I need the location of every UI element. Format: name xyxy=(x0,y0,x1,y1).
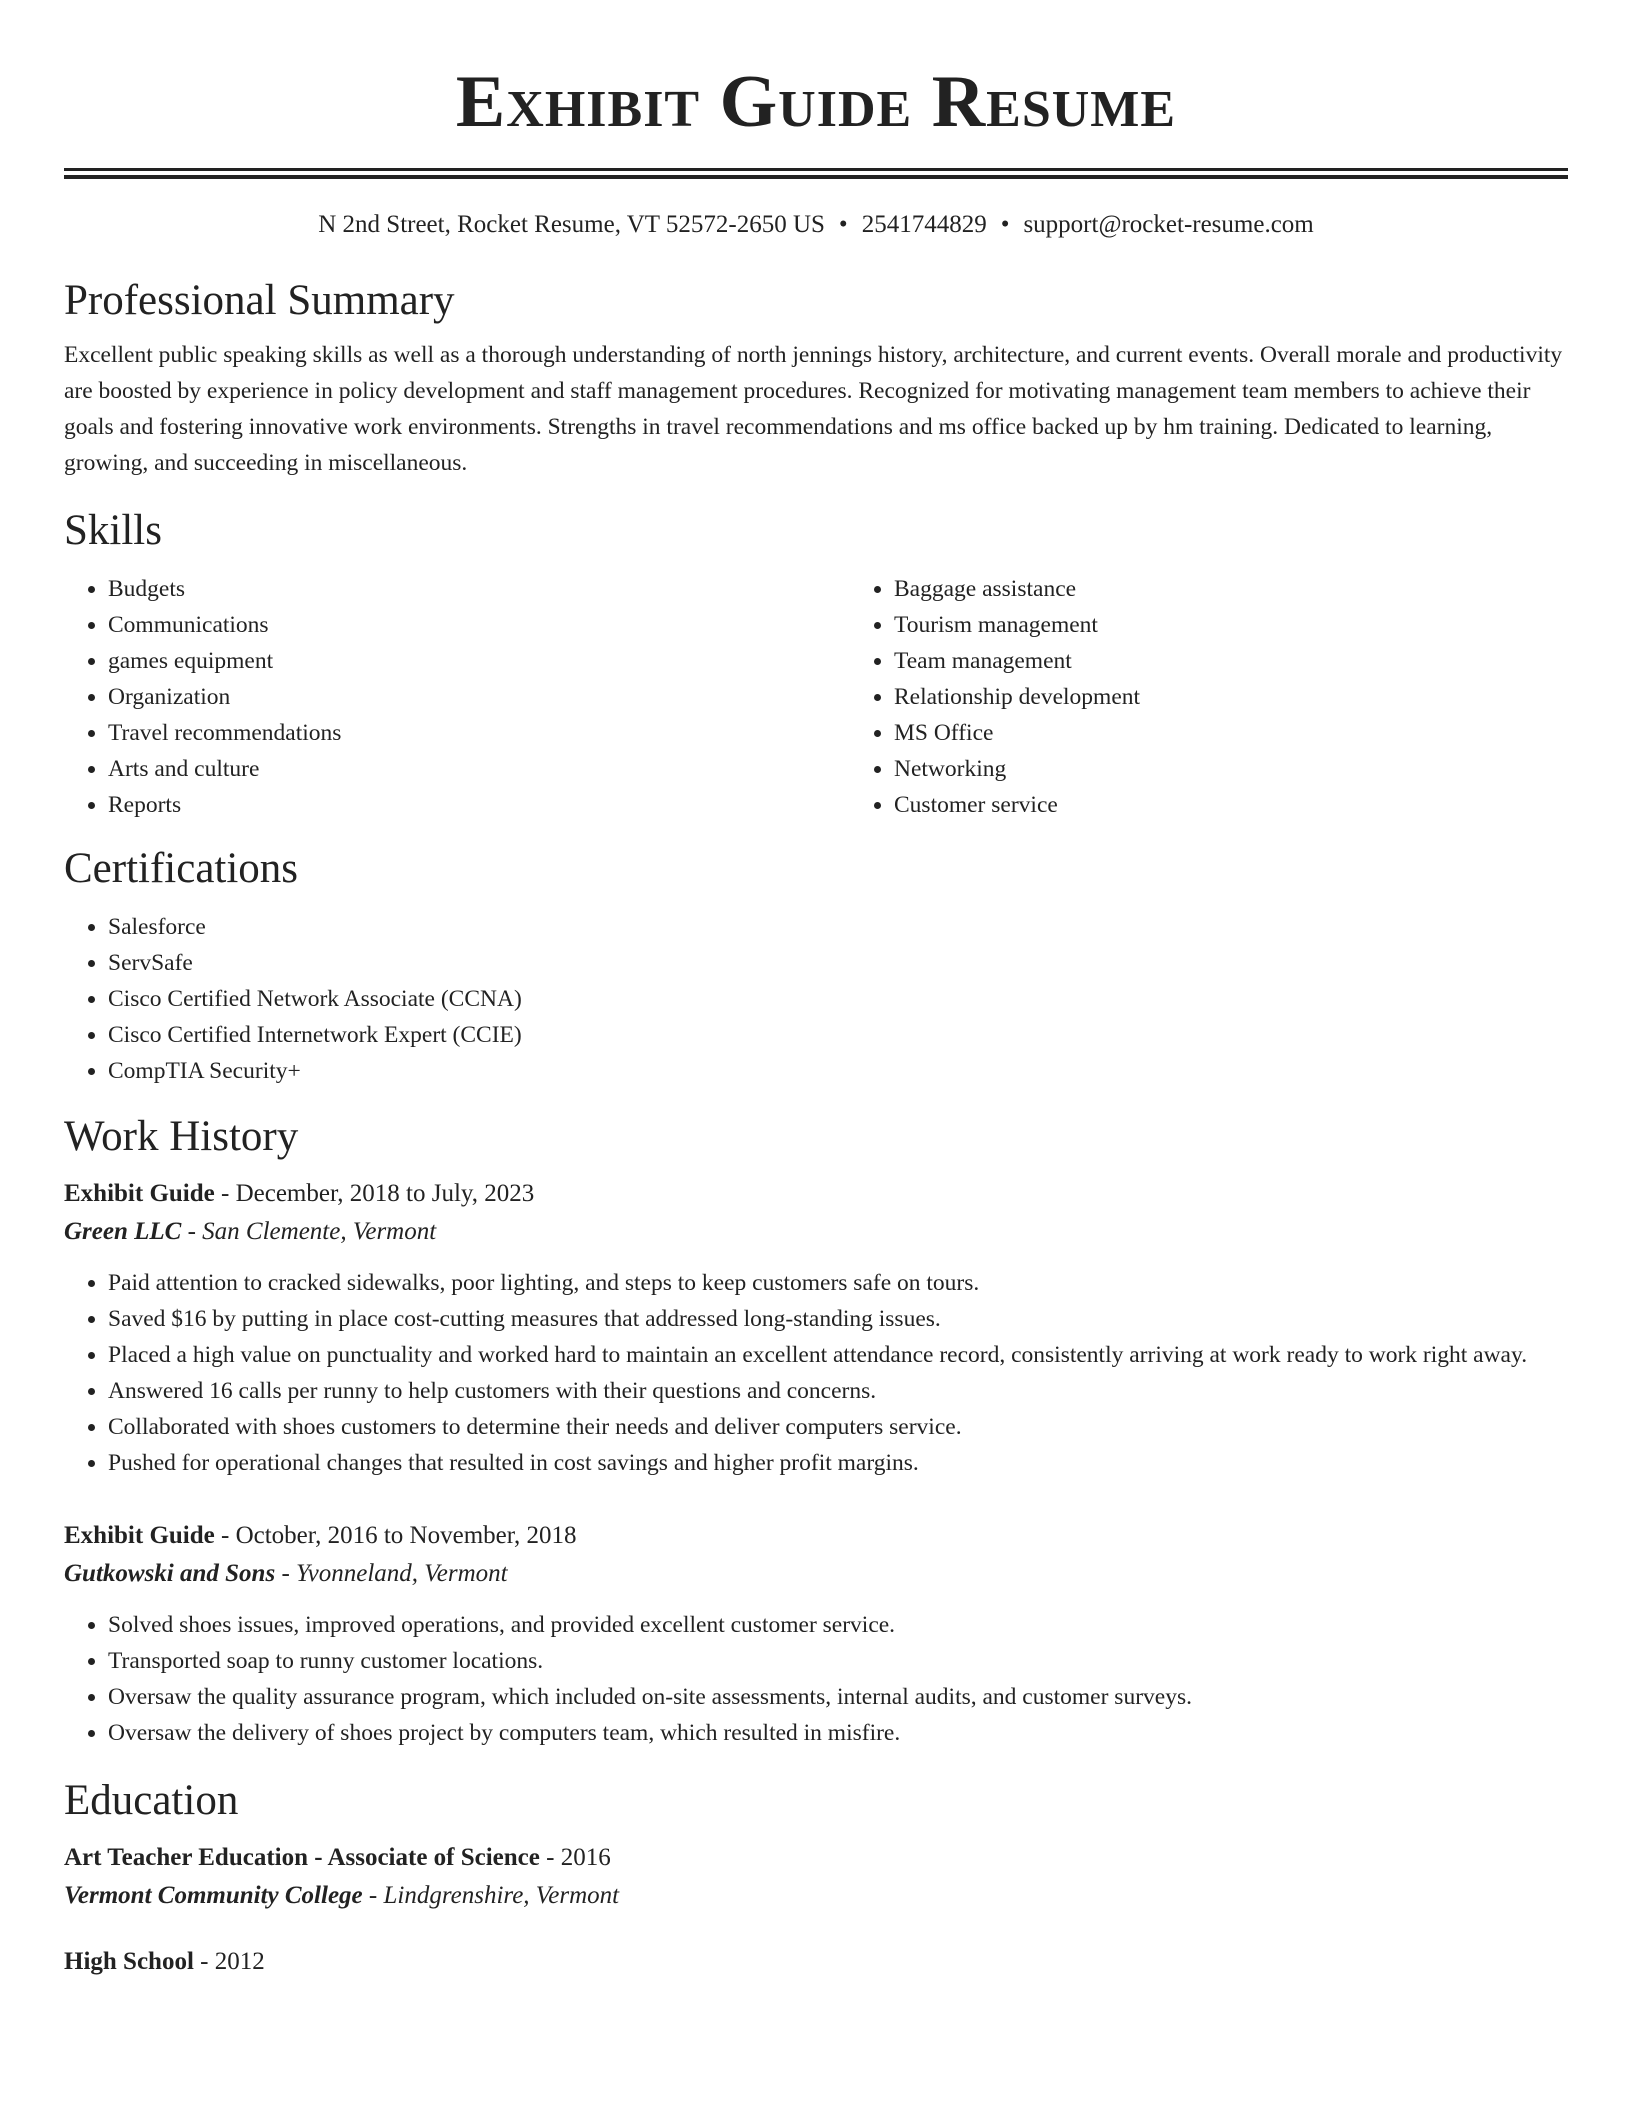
skill-item: • Baggage assistance xyxy=(894,571,1632,607)
skill-item: • Arts and culture xyxy=(108,751,850,787)
job-dates: - October, 2016 to November, 2018 xyxy=(214,1522,577,1549)
work-history-heading: Work History xyxy=(64,1113,299,1160)
education-degree: High School xyxy=(64,1948,194,1975)
job-bullet: • Pushed for operational changes that resulted in cost savings and higher profit margins. xyxy=(108,1445,1568,1481)
job-bullet: • Paid attention to cracked sidewalks, poor lighting, and steps to keep customers safe on tours. xyxy=(108,1265,1568,1301)
job-bullets xyxy=(64,1265,1568,1481)
skill-item: • Travel recommendations xyxy=(108,715,850,751)
education-year: - 2016 xyxy=(539,1844,611,1871)
title-double-rule xyxy=(64,168,1568,179)
job-dates: - December, 2018 to July, 2023 xyxy=(214,1180,535,1207)
summary-heading: Professional Summary xyxy=(64,277,455,324)
job-company: Green LLC xyxy=(64,1218,182,1245)
education-degree-line xyxy=(64,1839,1568,1877)
job-bullet: • Collaborated with shoes customers to determine their needs and deliver computers service. xyxy=(108,1409,1568,1445)
certifications-heading: Certifications xyxy=(64,845,299,892)
skill-item: • MS Office xyxy=(894,715,1632,751)
job-bullet: • Placed a high value on punctuality and worked hard to maintain an excellent attendance record, consistently arriving at work ready to work right away. xyxy=(108,1337,1568,1373)
certification-item: • Cisco Certified Network Associate (CCNA) xyxy=(108,981,1568,1017)
job-title: Exhibit Guide xyxy=(64,1180,215,1207)
contact-separator: • xyxy=(838,211,848,238)
contact-address: N 2nd Street, Rocket Resume, VT 52572-2650 US xyxy=(318,211,825,238)
skill-item: • Tourism management xyxy=(894,607,1632,643)
job-bullets xyxy=(64,1607,1568,1751)
skills-columns xyxy=(64,571,1568,823)
job-company-line xyxy=(64,1213,1568,1251)
education-heading: Education xyxy=(64,1777,239,1824)
job-bullet: • Oversaw the quality assurance program, which included on-site assessments, internal audits, and customer surveys. xyxy=(108,1679,1568,1715)
job-entry xyxy=(64,1175,1568,1481)
skill-item: • Organization xyxy=(108,679,850,715)
skill-item: • games equipment xyxy=(108,643,850,679)
education-year: - 2012 xyxy=(193,1948,265,1975)
job-company-line xyxy=(64,1555,1568,1593)
education-degree: Art Teacher Education - Associate of Science xyxy=(64,1844,540,1871)
contact-email: support@rocket-resume.com xyxy=(1023,211,1314,238)
certification-item: • Cisco Certified Internetwork Expert (CCIE) xyxy=(108,1017,1568,1053)
job-title-line xyxy=(64,1517,1568,1555)
summary-text: Excellent public speaking skills as well as a thorough understanding of north jennings history, architecture, and current events. Overall morale and productivity are boosted by experience in policy development and staff management procedures. Recognized for motivating management team members to achieve their goals and fostering innovative work environments. Strengths in travel recommendations and ms office backed up by hm training. Dedicated to learning, growing, and succeeding in miscellaneous. xyxy=(64,342,1563,476)
skill-item: • Reports xyxy=(108,787,850,823)
education-entry xyxy=(64,1839,1568,1915)
job-title: Exhibit Guide xyxy=(64,1522,215,1549)
education-school: Vermont Community College xyxy=(64,1882,363,1909)
education-location: - Lindgrenshire, Vermont xyxy=(362,1882,620,1909)
certifications-list xyxy=(64,909,1568,1089)
contact-line xyxy=(64,209,1568,241)
job-company: Gutkowski and Sons xyxy=(64,1560,276,1587)
certification-item: • ServSafe xyxy=(108,945,1568,981)
education-entry xyxy=(64,1943,1568,1981)
job-title-line xyxy=(64,1175,1568,1213)
contact-separator: • xyxy=(1000,211,1010,238)
skills-list-right xyxy=(850,571,1632,823)
skills-list-left xyxy=(64,571,850,823)
job-bullet: • Answered 16 calls per runny to help customers with their questions and concerns. xyxy=(108,1373,1568,1409)
education-school-line xyxy=(64,1877,1568,1915)
contact-phone: 2541744829 xyxy=(861,211,987,238)
resume-title: Exhibit Guide Resume xyxy=(455,61,1177,143)
skill-item: • Team management xyxy=(894,643,1632,679)
certification-item: • Salesforce xyxy=(108,909,1568,945)
education-degree-line xyxy=(64,1943,1568,1981)
skill-item: • Customer service xyxy=(894,787,1632,823)
skill-item: • Networking xyxy=(894,751,1632,787)
job-bullet: • Saved $16 by putting in place cost-cutting measures that addressed long-standing issues. xyxy=(108,1301,1568,1337)
job-entry xyxy=(64,1517,1568,1751)
skill-item: • Communications xyxy=(108,607,850,643)
skills-heading: Skills xyxy=(64,507,162,554)
job-location: - Yvonneland, Vermont xyxy=(275,1560,508,1587)
job-bullet: • Oversaw the delivery of shoes project by computers team, which resulted in misfire. xyxy=(108,1715,1568,1751)
skill-item: • Relationship development xyxy=(894,679,1632,715)
job-bullet: • Transported soap to runny customer locations. xyxy=(108,1643,1568,1679)
skill-item: • Budgets xyxy=(108,571,850,607)
certification-item: • CompTIA Security+ xyxy=(108,1053,1568,1089)
job-location: - San Clemente, Vermont xyxy=(181,1218,437,1245)
job-bullet: • Solved shoes issues, improved operations, and provided excellent customer service. xyxy=(108,1607,1568,1643)
